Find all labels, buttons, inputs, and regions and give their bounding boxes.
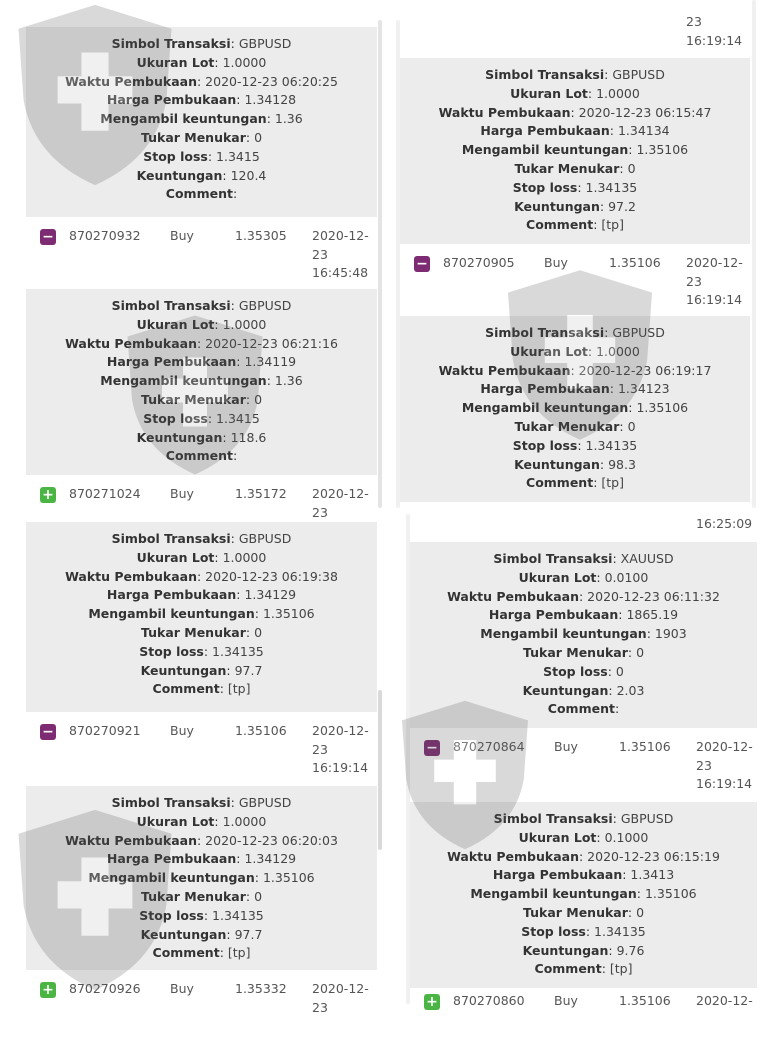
- value: GBPUSD: [620, 811, 674, 826]
- value: 97.7: [234, 926, 263, 942]
- order-panel-bottom-right: [410, 514, 757, 1010]
- label: Mengambil keuntungan: [461, 400, 629, 416]
- order-date: 23: [686, 14, 702, 29]
- plus-square-icon[interactable]: +: [40, 487, 56, 503]
- value: 1.34128: [244, 92, 297, 108]
- value: 0: [636, 904, 645, 920]
- value: 1903: [654, 626, 687, 642]
- label: Stop loss: [521, 923, 586, 939]
- value: 1.34119: [244, 354, 297, 370]
- label: Simbol Transaksi: [111, 298, 231, 313]
- order-row[interactable]: [410, 728, 757, 802]
- time-part: 16:19:14: [686, 292, 743, 307]
- value: 0.1000: [604, 829, 649, 845]
- date-part: 2020-12-: [312, 981, 369, 996]
- order-price: 1.35106: [619, 739, 671, 754]
- minus-square-icon[interactable]: −: [40, 229, 56, 245]
- order-date: [686, 254, 746, 310]
- ticket-number: 870270921: [69, 723, 141, 738]
- value: 1.34134: [617, 123, 670, 139]
- value: 2020-12-23 06:19:38: [205, 568, 338, 584]
- label: Comment: [165, 448, 233, 464]
- label: Tukar Menukar: [514, 160, 620, 176]
- order-price: 1.35172: [235, 486, 287, 501]
- order-panel-top-left: [26, 27, 377, 520]
- label: Keuntungan: [140, 662, 227, 678]
- label: Stop loss: [139, 907, 204, 923]
- label: Harga Pembukaan: [480, 123, 610, 139]
- label: Harga Pembukaan: [488, 607, 619, 623]
- order-row-partial[interactable]: [410, 514, 757, 542]
- label: Harga Pembukaan: [106, 851, 237, 867]
- value: 2020-12-23 06:20:25: [205, 73, 338, 89]
- value: 1.35106: [262, 606, 315, 622]
- value: 0: [627, 160, 636, 176]
- order-date: 2020-12-: [696, 993, 753, 1008]
- label: Stop loss: [512, 179, 578, 195]
- label: Tukar Menukar: [140, 129, 246, 145]
- value: GBPUSD: [238, 795, 292, 810]
- label: Comment: [526, 475, 594, 491]
- scrollbar[interactable]: [378, 690, 382, 850]
- scrollbar[interactable]: [378, 20, 382, 508]
- minus-square-icon[interactable]: −: [40, 724, 56, 740]
- date-part: 2020-12-: [686, 255, 743, 270]
- value: 1.0000: [222, 549, 267, 565]
- time-part: 16:19:14: [312, 760, 369, 775]
- label: Waktu Pembukaan: [438, 104, 571, 120]
- label: Comment: [534, 961, 602, 977]
- value: 2020-12-23 06:20:03: [205, 832, 338, 848]
- order-type: Buy: [170, 981, 194, 996]
- label: Simbol Transaksi: [493, 811, 613, 826]
- value: GBPUSD: [612, 67, 665, 82]
- value: XAUUSD: [620, 551, 674, 566]
- value: 1.36: [274, 111, 303, 127]
- order-detail: Simbol Transaksi: GBPUSD Ukuran Lot: 0.1000 Waktu Pembukaan: 2020-12-23 06:15:19 Harga Pembukaan: 1.3413 Mengambil keuntungan: 1.35106 Tukar Menukar: 0 Stop loss: 1.34135 Keuntungan: 9.76 Comment: [tp]: [410, 802, 757, 988]
- label: Mengambil keuntungan: [461, 142, 629, 158]
- label: Comment: [152, 681, 220, 697]
- value: [tp]: [601, 475, 624, 491]
- time-part: 16:19:14: [696, 776, 753, 791]
- label: Comment: [526, 217, 594, 233]
- order-detail: Simbol Transaksi: GBPUSD Ukuran Lot: 1.0000 Waktu Pembukaan: 2020-12-23 06:19:38 Harga Pembukaan: 1.34129 Mengambil keuntungan: 1.35106 Tukar Menukar: 0 Stop loss: 1.34135 Keuntungan: 97.7 Comment: [tp]: [26, 522, 377, 712]
- date-part: 2020-12-: [312, 228, 369, 243]
- ticket-number: 870270860: [453, 993, 525, 1008]
- value: 0: [615, 663, 624, 679]
- value: 0: [627, 418, 636, 434]
- order-price: 1.35305: [235, 228, 287, 243]
- value: 1.34135: [594, 923, 646, 939]
- order-row[interactable]: [26, 217, 377, 289]
- value: 97.7: [234, 662, 263, 678]
- value: 1.3415: [216, 148, 260, 164]
- label: Keuntungan: [514, 198, 600, 214]
- order-price: 1.35332: [235, 981, 287, 996]
- order-time: 16:19:14: [686, 33, 743, 48]
- order-type: Buy: [554, 739, 578, 754]
- label: Keuntungan: [140, 926, 227, 942]
- value: GBPUSD: [238, 36, 292, 51]
- order-date: [312, 980, 372, 1017]
- date-part: 23: [312, 246, 328, 262]
- label: Harga Pembukaan: [492, 867, 623, 883]
- label: Simbol Transaksi: [111, 795, 231, 810]
- date-part: 23: [686, 273, 702, 289]
- label: Comment: [165, 186, 233, 202]
- date-part: 23: [696, 757, 712, 773]
- scrollbar[interactable]: [752, 0, 756, 508]
- order-type: Buy: [170, 723, 194, 738]
- order-type: Buy: [544, 255, 568, 270]
- ticket-number: 870270905: [443, 255, 515, 270]
- label: Mengambil keuntungan: [480, 626, 647, 642]
- label: Harga Pembukaan: [106, 92, 237, 108]
- order-panel-bottom-left: [26, 522, 377, 1015]
- label: Harga Pembukaan: [480, 381, 610, 397]
- value: 118.6: [230, 429, 267, 445]
- value: 1.34135: [585, 437, 638, 453]
- label: Tukar Menukar: [514, 418, 620, 434]
- date-part: 23: [312, 741, 328, 757]
- order-row[interactable]: [410, 988, 757, 1048]
- label: Harga Pembukaan: [106, 354, 237, 370]
- label: Ukuran Lot: [518, 829, 597, 845]
- ticket-number: 870270864: [453, 739, 525, 754]
- order-detail: Simbol Transaksi: XAUUSD Ukuran Lot: 0.0100 Waktu Pembukaan: 2020-12-23 06:11:32 Harga Pembukaan: 1865.19 Mengambil keuntungan: 1903 Tukar Menukar: 0 Stop loss: 0 Keuntungan: 2.03 Comment:: [410, 542, 757, 728]
- label: Ukuran Lot: [136, 549, 215, 565]
- value: 0: [254, 624, 263, 640]
- order-detail: Simbol Transaksi: GBPUSD Ukuran Lot: 1.0000 Waktu Pembukaan: 2020-12-23 06:20:25 Harga Pembukaan: 1.34128 Mengambil keuntungan: 1.36 Tukar Menukar: 0 Stop loss: 1.3415 Keuntungan: 120.4 Comment:: [26, 27, 377, 217]
- label: Keuntungan: [136, 429, 223, 445]
- value: 1.3415: [216, 410, 260, 426]
- date-part: 2020-12-: [312, 723, 369, 738]
- value: 2020-12-23 06:15:19: [587, 848, 720, 864]
- label: Comment: [152, 945, 220, 961]
- label: Simbol Transaksi: [111, 531, 231, 546]
- value: 1.34135: [585, 179, 638, 195]
- value: 1.34129: [244, 587, 297, 603]
- label: Waktu Pembukaan: [65, 568, 197, 584]
- value: 2020-12-23 06:15:47: [578, 104, 712, 120]
- value: 1.3413: [630, 867, 675, 883]
- value: 1.34129: [244, 851, 297, 867]
- value: 2020-12-23 06:21:16: [205, 335, 338, 351]
- date-part: 23: [312, 504, 328, 520]
- order-date: [312, 485, 372, 522]
- label: Waktu Pembukaan: [438, 362, 571, 378]
- ticket-number: 870270932: [69, 228, 141, 243]
- order-type: Buy: [170, 486, 194, 501]
- label: Waktu Pembukaan: [65, 73, 197, 89]
- value: 98.3: [608, 456, 636, 472]
- value: GBPUSD: [612, 325, 665, 340]
- order-detail: Simbol Transaksi: GBPUSD Ukuran Lot: 1.0000 Waktu Pembukaan: 2020-12-23 06:15:47 Harga Pembukaan: 1.34134 Mengambil keuntungan: 1.35106 Tukar Menukar: 0 Stop loss: 1.34135 Keuntungan: 97.2 Comment: [tp]: [400, 58, 750, 244]
- order-detail: Simbol Transaksi: GBPUSD Ukuran Lot: 1.0000 Waktu Pembukaan: 2020-12-23 06:20:03 Harga Pembukaan: 1.34129 Mengambil keuntungan: 1.35106 Tukar Menukar: 0 Stop loss: 1.34135 Keuntungan: 97.7 Comment: [tp]: [26, 786, 377, 970]
- ticket-number: 870270926: [69, 981, 141, 996]
- label: Tukar Menukar: [140, 888, 246, 904]
- value: [tp]: [609, 961, 633, 977]
- order-date: [312, 227, 372, 283]
- value: GBPUSD: [238, 298, 292, 313]
- label: Keuntungan: [136, 167, 223, 183]
- value: 1865.19: [626, 607, 679, 623]
- label: Stop loss: [139, 643, 204, 659]
- minus-square-icon[interactable]: −: [424, 740, 440, 756]
- order-type: Buy: [554, 993, 578, 1008]
- order-date: [312, 722, 372, 778]
- label: Keuntungan: [522, 942, 609, 958]
- value: 2020-12-23 06:11:32: [587, 588, 720, 604]
- label: Tukar Menukar: [522, 904, 628, 920]
- label: Mengambil keuntungan: [88, 606, 255, 622]
- label: Stop loss: [143, 410, 208, 426]
- date-part: 2020-12-: [696, 739, 753, 754]
- order-time: 16:25:09: [696, 516, 753, 531]
- label: Stop loss: [512, 437, 578, 453]
- order-price: 1.35106: [235, 723, 287, 738]
- order-row[interactable]: [26, 970, 377, 1042]
- value: 1.34123: [617, 381, 670, 397]
- value: 1.0000: [596, 343, 640, 359]
- value: 0: [254, 888, 263, 904]
- label: Stop loss: [543, 663, 608, 679]
- value: 0.0100: [604, 569, 649, 585]
- label: Harga Pembukaan: [106, 587, 237, 603]
- value: [tp]: [227, 945, 251, 961]
- order-detail: Simbol Transaksi: GBPUSD Ukuran Lot: 1.0000 Waktu Pembukaan: 2020-12-23 06:19:17 Harga Pembukaan: 1.34123 Mengambil keuntungan: 1.35106 Tukar Menukar: 0 Stop loss: 1.34135 Keuntungan: 98.3 Comment: [tp]: [400, 316, 750, 502]
- value: 1.36: [274, 373, 303, 389]
- label: Ukuran Lot: [510, 343, 588, 359]
- label: Tukar Menukar: [522, 644, 628, 660]
- label: Simbol Transaksi: [485, 67, 605, 82]
- order-row[interactable]: [26, 712, 377, 786]
- label: Comment: [547, 701, 615, 717]
- label: Mengambil keuntungan: [100, 373, 267, 389]
- value: 120.4: [230, 167, 267, 183]
- value: [tp]: [601, 217, 624, 233]
- value: 2.03: [616, 682, 645, 698]
- value: 1.34135: [212, 643, 264, 659]
- label: Ukuran Lot: [136, 316, 215, 332]
- label: Mengambil keuntungan: [88, 870, 255, 886]
- value: 1.35106: [636, 142, 689, 158]
- label: Stop loss: [143, 148, 208, 164]
- date-part: 2020-12-: [312, 486, 369, 501]
- order-type: Buy: [170, 228, 194, 243]
- value: 0: [254, 129, 263, 145]
- label: Waktu Pembukaan: [447, 848, 579, 864]
- value: 1.0000: [222, 316, 267, 332]
- value: 9.76: [616, 942, 645, 958]
- value: 0: [254, 391, 263, 407]
- scrollbar[interactable]: [396, 20, 400, 508]
- value: 2020-12-23 06:19:17: [578, 362, 712, 378]
- label: Ukuran Lot: [518, 569, 597, 585]
- minus-square-icon[interactable]: −: [414, 256, 430, 272]
- value: 1.34135: [212, 907, 264, 923]
- time-part: 16:45:48: [312, 265, 369, 280]
- label: Tukar Menukar: [140, 624, 246, 640]
- label: Simbol Transaksi: [485, 325, 605, 340]
- label: Mengambil keuntungan: [100, 111, 267, 127]
- label: Mengambil keuntungan: [470, 886, 637, 902]
- order-detail: Simbol Transaksi: GBPUSD Ukuran Lot: 1.0000 Waktu Pembukaan: 2020-12-23 06:21:16 Harga Pembukaan: 1.34119 Mengambil keuntungan: 1.36 Tukar Menukar: 0 Stop loss: 1.3415 Keuntungan: 118.6 Comment:: [26, 289, 377, 475]
- value: 1.35106: [262, 870, 315, 886]
- label: Simbol Transaksi: [493, 551, 613, 566]
- label: Keuntungan: [514, 456, 600, 472]
- ticket-number: 870271024: [69, 486, 141, 501]
- label: Waktu Pembukaan: [447, 588, 579, 604]
- plus-square-icon[interactable]: +: [424, 994, 440, 1010]
- label: Ukuran Lot: [510, 85, 588, 101]
- label: Waktu Pembukaan: [65, 832, 197, 848]
- value: 1.35106: [644, 886, 697, 902]
- label: Ukuran Lot: [136, 54, 215, 70]
- label: Ukuran Lot: [136, 813, 215, 829]
- date-part: 23: [312, 999, 328, 1015]
- value: [tp]: [227, 681, 251, 697]
- value: 1.35106: [636, 400, 689, 416]
- order-price: 1.35106: [619, 993, 671, 1008]
- order-price: 1.35106: [609, 255, 661, 270]
- value: 0: [636, 644, 645, 660]
- label: Tukar Menukar: [140, 391, 246, 407]
- value: 1.0000: [596, 85, 640, 101]
- label: Simbol Transaksi: [111, 36, 231, 51]
- label: Keuntungan: [522, 682, 609, 698]
- value: 1.0000: [222, 54, 267, 70]
- label: Waktu Pembukaan: [65, 335, 197, 351]
- order-row[interactable]: [400, 244, 750, 316]
- order-date: [696, 738, 756, 794]
- plus-square-icon[interactable]: +: [40, 982, 56, 998]
- value: GBPUSD: [238, 531, 292, 546]
- order-row-partial[interactable]: [400, 0, 750, 58]
- value: 1.0000: [222, 813, 267, 829]
- order-panel-top-right: [400, 0, 750, 508]
- scrollbar[interactable]: [406, 514, 410, 1004]
- value: 97.2: [608, 198, 636, 214]
